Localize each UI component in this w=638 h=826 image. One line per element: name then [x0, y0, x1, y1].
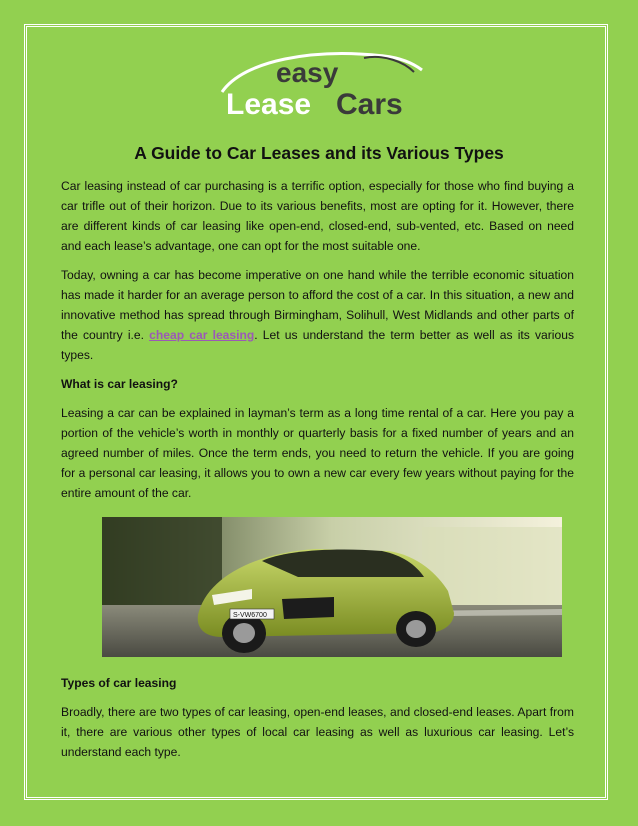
cheap-car-leasing-link[interactable]: cheap car leasing [149, 328, 255, 342]
page-title: A Guide to Car Leases and its Various Types [134, 143, 504, 163]
section-heading-types: Types of car leasing [61, 676, 177, 690]
context-paragraph [61, 265, 574, 365]
logo-word-cars: Cars [336, 88, 403, 121]
section-heading-what-is: What is car leasing? [61, 377, 178, 391]
context-text-start: Today, owning a car has become imperative on one hand while the terrible economic situation has made it harder for an average person to afford the cost of a car. In this situation, a new and innovative method has spread through Birmingham, Solihull, West Midlands and other parts of the country i.e. [61, 268, 574, 342]
types-paragraph: Broadly, there are two types of car leasing, open-end leases, and closed-end leases. Apart from it, there are various other types of local car leasing as well as luxurious car leasing. Let’s understand each type. [61, 705, 574, 759]
article-body [61, 176, 574, 771]
easy-lease-cars-logo [214, 42, 430, 122]
logo-word-lease: Lease [226, 88, 312, 121]
logo-word-easy: easy [276, 57, 339, 88]
context-text-end: . Let us understand the term better as well as its various types. [61, 328, 574, 362]
license-plate: S-VW6700 [233, 612, 267, 619]
intro-paragraph: Car leasing instead of car purchasing is a terrific option, especially for those who find buying a car trifle out of their horizon. Due to its various benefits, most are opting for it. However, there are different kinds of car leasing like open-end, closed-end, sub-vented, etc. Based on need and each lease’s advantage, one can opt for the most suitable one. [61, 179, 574, 253]
car-photo [102, 517, 562, 657]
definition-paragraph: Leasing a car can be explained in layman’s term as a long time rental of a car. Here you pay a portion of the vehicle’s worth in monthly or quarterly basis for a fixed number of years and an agreed number of miles. Once the term ends, you need to return the vehicle. If you are going for a personal car leasing, it allows you to own a new car every few years without paying for the entire amount of the car. [61, 406, 574, 500]
